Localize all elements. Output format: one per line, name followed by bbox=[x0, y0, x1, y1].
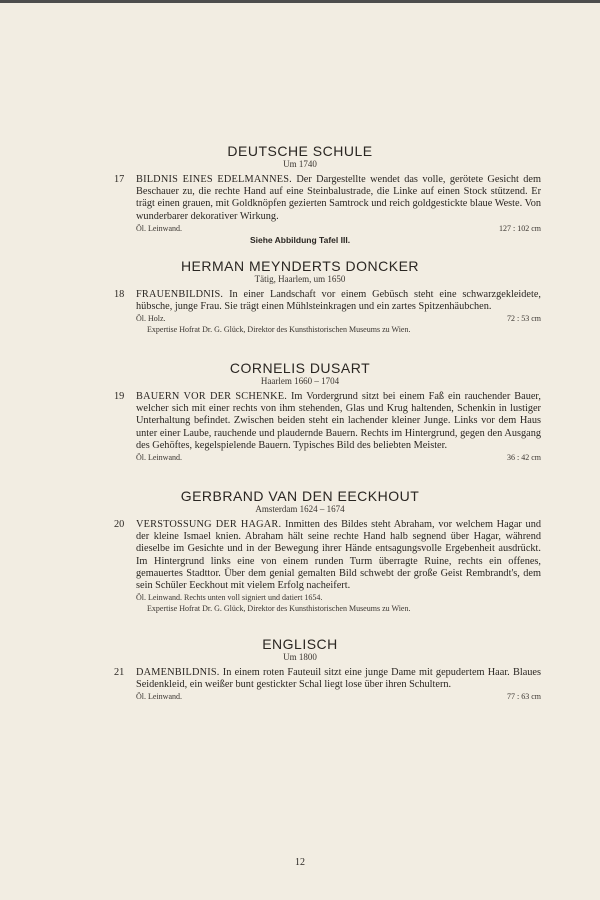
plate-note: Siehe Abbildung Tafel III. bbox=[249, 234, 351, 245]
artwork-medium: Öl. Leinwand. Rechts unten voll signiert und datiert 1654. bbox=[136, 593, 323, 603]
artwork-description: Der Dargestellte wendet das volle, gerötete Gesicht dem Beschauer zu, die rechte Hand auf eine Steinbalustrade, die Linke auf einen Stock stützend. Er trägt einen grauen, mit Goldknöpfen gezierten Samtrock und reich goldgestickte blaue Weste. Von wunderbarer dekorativer Wirkung. bbox=[136, 174, 541, 222]
artist-dates: Tätig, Haarlem, um 1650 bbox=[254, 274, 346, 284]
artwork-title: DAMENBILDNIS. bbox=[136, 667, 220, 678]
artwork-medium: Öl. Holz. bbox=[136, 314, 166, 324]
artist-dates: Haarlem 1660 – 1704 bbox=[260, 376, 340, 386]
artwork-size: 77 : 63 cm bbox=[507, 692, 541, 702]
expertise-note: Expertise Hofrat Dr. G. Glück, Direktor des Kunsthistorischen Museums zu Wien. bbox=[147, 604, 411, 614]
artist-heading: ENGLISCH bbox=[262, 636, 338, 652]
artist-dates: Amsterdam 1624 – 1674 bbox=[255, 504, 345, 514]
artwork-description: In einem roten Fauteuil sitzt eine junge Dame mit gepudertem Haar. Blaues Seidenkleid, ein weißer bunt gestickter Schal liegt lose über ihren Schultern. bbox=[136, 667, 541, 691]
artwork-meta bbox=[136, 313, 541, 324]
artwork-meta bbox=[136, 452, 541, 463]
artist-heading: DEUTSCHE SCHULE bbox=[227, 143, 373, 159]
catalog-entry bbox=[114, 289, 541, 313]
artwork-description: Inmitten des Bildes steht Abraham, vor welchem Hagar und der kleine Ismael knien. Abraham hält seine rechte Hand halb segnend über Hagar, während dieselbe im Gesichte und in der Bewegung ihrer Hände entsagungsvolle Ergebenheit ausdrückt. Im Hintergrund links eine von einem runden Turm überragte Ruine, rechts ein offenes, gemauertes Stadttor. Über dem genial gemalten Bild schwebt der große Geist Rembrandt's, dem sein Schüler Eeckhout mit vielem Erfolg nacheifert. bbox=[136, 519, 542, 592]
artwork-medium: Öl. Leinwand. bbox=[136, 453, 182, 463]
expertise-note: Expertise Hofrat Dr. G. Glück, Direktor des Kunsthistorischen Museums zu Wien. bbox=[147, 325, 411, 335]
catalog-entry bbox=[114, 174, 541, 223]
artwork-meta bbox=[136, 223, 541, 234]
catalog-entry bbox=[114, 519, 542, 592]
catalog-section bbox=[0, 258, 600, 335]
artist-dates: Um 1740 bbox=[283, 159, 317, 169]
catalog-section bbox=[0, 143, 600, 246]
page-number: 12 bbox=[295, 857, 305, 868]
artwork-medium: Öl. Leinwand. bbox=[136, 692, 182, 702]
artwork-size: 127 : 102 cm bbox=[499, 223, 541, 233]
artwork-size: 72 : 53 cm bbox=[507, 314, 541, 324]
catalog-section bbox=[0, 636, 600, 702]
artwork-title: BAUERN VOR DER SCHENKE. bbox=[136, 391, 288, 402]
catalog-section bbox=[0, 488, 600, 614]
lot-number: 19 bbox=[114, 391, 125, 402]
artist-heading: CORNELIS DUSART bbox=[229, 360, 371, 376]
artwork-title: VERSTOSSUNG DER HAGAR. bbox=[136, 519, 282, 530]
artwork-title: BILDNIS EINES EDELMANNES. bbox=[136, 174, 292, 185]
artist-dates: Um 1800 bbox=[283, 652, 317, 662]
artist-heading: HERMAN MEYNDERTS DONCKER bbox=[180, 258, 420, 274]
lot-number: 17 bbox=[114, 174, 125, 185]
artwork-meta bbox=[136, 691, 541, 702]
artwork-description: In einer Landschaft vor einem Gebüsch steht eine schwarzgekleidete, hübsche, junge Frau. Sie trägt einen Mühlsteinkragen und ein zartes Spitzenhäubchen. bbox=[136, 289, 541, 313]
artwork-size: 36 : 42 cm bbox=[507, 453, 541, 463]
catalog-section bbox=[0, 360, 600, 463]
artwork-medium: Öl. Leinwand. bbox=[136, 223, 182, 233]
lot-number: 21 bbox=[114, 667, 125, 678]
catalog-entry bbox=[114, 391, 542, 452]
lot-number: 20 bbox=[114, 519, 125, 530]
artist-heading: GERBRAND VAN DEN EECKHOUT bbox=[180, 488, 420, 504]
lot-number: 18 bbox=[114, 289, 125, 300]
artwork-title: FRAUENBILDNIS. bbox=[136, 289, 224, 300]
artwork-meta bbox=[136, 592, 541, 603]
artwork-description: Im Vordergrund sitzt bei einem Faß ein rauchender Bauer, welcher sich mit einer rechts von ihm stehenden, Glas und Krug haltenden, Schenkin in lustiger Unterhaltung befindet. Zwischen beiden steht ein lachender kleiner Junge. Links vor dem Haus unter einer Laube, rauchende und plaudernde Bauern. Rechts im Hintergrund, gegen den Ausgang des Gehöftes, kegelspielende Bauern. Typisches Bild des beliebten Meister. bbox=[136, 391, 542, 451]
catalog-entry bbox=[114, 667, 541, 691]
